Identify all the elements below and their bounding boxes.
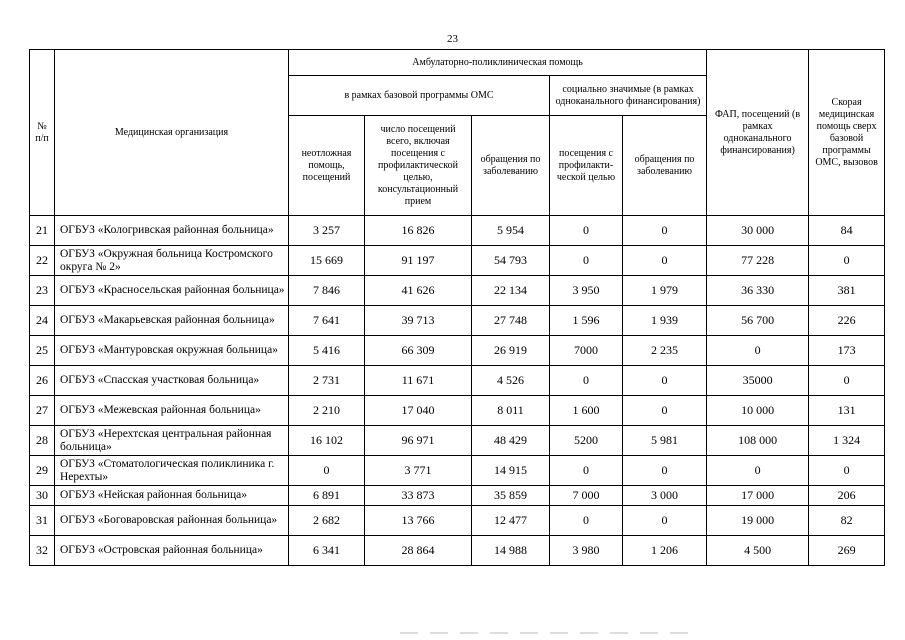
page-number: 23 (447, 33, 458, 45)
cell-visits: 28 864 (365, 536, 472, 566)
cell-urgent: 7 641 (289, 306, 365, 336)
cell-num: 21 (30, 216, 55, 246)
table-row (30, 536, 885, 566)
cell-visits: 91 197 (365, 246, 472, 276)
cell-num: 26 (30, 366, 55, 396)
cell-social-appeals: 0 (623, 506, 707, 536)
cell-num: 22 (30, 246, 55, 276)
cell-visits: 3 771 (365, 456, 472, 486)
cell-visits: 96 971 (365, 426, 472, 456)
cell-num: 25 (30, 336, 55, 366)
cell-num: 27 (30, 396, 55, 426)
cell-appeals: 12 477 (472, 506, 550, 536)
cell-num: 24 (30, 306, 55, 336)
cell-ambulance: 84 (809, 216, 885, 246)
table-row (30, 276, 885, 306)
cell-social-visits: 0 (550, 366, 623, 396)
cell-appeals: 48 429 (472, 426, 550, 456)
cell-fap: 36 330 (707, 276, 809, 306)
cell-num: 31 (30, 506, 55, 536)
cell-social-appeals: 0 (623, 456, 707, 486)
cell-ambulance: 0 (809, 456, 885, 486)
header-urgent: неотложная помощь, посещений (289, 116, 365, 216)
cell-urgent: 2 682 (289, 506, 365, 536)
header-org: Медицинская организация (55, 50, 289, 216)
cell-urgent: 2 731 (289, 366, 365, 396)
cell-social-appeals: 2 235 (623, 336, 707, 366)
cell-urgent: 5 416 (289, 336, 365, 366)
cell-visits: 16 826 (365, 216, 472, 246)
cell-visits: 39 713 (365, 306, 472, 336)
cell-fap: 4 500 (707, 536, 809, 566)
cell-urgent: 15 669 (289, 246, 365, 276)
header-num: № п/п (30, 50, 55, 216)
header-social-visits: посещения с профилакти-ческой целью (550, 116, 623, 216)
cell-org: ОГБУЗ «Стоматологическая поликлиника г. Нерехты» (55, 456, 289, 486)
cell-social-appeals: 0 (623, 216, 707, 246)
table-row (30, 306, 885, 336)
cell-social-visits: 3 950 (550, 276, 623, 306)
cell-ambulance: 1 324 (809, 426, 885, 456)
cell-fap: 17 000 (707, 486, 809, 506)
cell-social-appeals: 3 000 (623, 486, 707, 506)
cell-visits: 13 766 (365, 506, 472, 536)
table-row (30, 366, 885, 396)
cell-social-visits: 0 (550, 506, 623, 536)
cell-fap: 0 (707, 336, 809, 366)
header-appeals: обращения по заболеванию (472, 116, 550, 216)
cell-appeals: 14 915 (472, 456, 550, 486)
statistics-table (29, 49, 885, 566)
cell-urgent: 3 257 (289, 216, 365, 246)
cell-org: ОГБУЗ «Окружная больница Костромского округа № 2» (55, 246, 289, 276)
cell-ambulance: 131 (809, 396, 885, 426)
table-body (30, 216, 885, 566)
cell-social-visits: 0 (550, 456, 623, 486)
cell-num: 28 (30, 426, 55, 456)
cell-visits: 33 873 (365, 486, 472, 506)
cell-urgent: 6 891 (289, 486, 365, 506)
table-row (30, 506, 885, 536)
cell-urgent: 2 210 (289, 396, 365, 426)
cell-appeals: 22 134 (472, 276, 550, 306)
cell-social-appeals: 0 (623, 396, 707, 426)
cell-fap: 108 000 (707, 426, 809, 456)
cell-ambulance: 82 (809, 506, 885, 536)
table-row (30, 456, 885, 486)
cell-appeals: 27 748 (472, 306, 550, 336)
table-row (30, 216, 885, 246)
cell-social-appeals: 0 (623, 246, 707, 276)
cell-appeals: 8 011 (472, 396, 550, 426)
cell-social-visits: 1 596 (550, 306, 623, 336)
cell-visits: 17 040 (365, 396, 472, 426)
table-row (30, 426, 885, 456)
cell-fap: 56 700 (707, 306, 809, 336)
cell-fap: 10 000 (707, 396, 809, 426)
cell-appeals: 5 954 (472, 216, 550, 246)
cell-org: ОГБУЗ «Мантуровская окружная больница» (55, 336, 289, 366)
cell-appeals: 4 526 (472, 366, 550, 396)
cell-org: ОГБУЗ «Межевская районная больница» (55, 396, 289, 426)
header-base-program: в рамках базовой программы ОМС (289, 76, 550, 116)
cell-ambulance: 269 (809, 536, 885, 566)
cell-appeals: 26 919 (472, 336, 550, 366)
cell-visits: 11 671 (365, 366, 472, 396)
table-row (30, 246, 885, 276)
cell-urgent: 0 (289, 456, 365, 486)
cell-num: 32 (30, 536, 55, 566)
cell-social-visits: 7000 (550, 336, 623, 366)
cell-ambulance: 381 (809, 276, 885, 306)
cell-social-appeals: 1 206 (623, 536, 707, 566)
cell-visits: 66 309 (365, 336, 472, 366)
cell-fap: 77 228 (707, 246, 809, 276)
header-ambulance: Скорая медицинская помощь сверх базовой программы ОМС, вызовов (809, 50, 885, 216)
cell-social-visits: 3 980 (550, 536, 623, 566)
cell-social-appeals: 1 939 (623, 306, 707, 336)
cell-org: ОГБУЗ «Красносельская районная больница» (55, 276, 289, 306)
table-row (30, 336, 885, 366)
cell-fap: 35000 (707, 366, 809, 396)
cell-appeals: 54 793 (472, 246, 550, 276)
header-social: социально значимые (в рамках одноканального финансирования) (550, 76, 707, 116)
cell-ambulance: 0 (809, 246, 885, 276)
cell-social-visits: 5200 (550, 426, 623, 456)
cell-social-appeals: 5 981 (623, 426, 707, 456)
cell-appeals: 35 859 (472, 486, 550, 506)
cell-fap: 19 000 (707, 506, 809, 536)
header-fap: ФАП, посещений (в рамках одноканального финансирования) (707, 50, 809, 216)
table-row (30, 486, 885, 506)
cell-social-visits: 7 000 (550, 486, 623, 506)
cell-fap: 0 (707, 456, 809, 486)
cell-ambulance: 206 (809, 486, 885, 506)
cell-org: ОГБУЗ «Спасская участковая больница» (55, 366, 289, 396)
cell-num: 30 (30, 486, 55, 506)
header-social-appeals: обращения по заболеванию (623, 116, 707, 216)
cell-appeals: 14 988 (472, 536, 550, 566)
cell-social-appeals: 1 979 (623, 276, 707, 306)
table-row (30, 396, 885, 426)
cell-urgent: 7 846 (289, 276, 365, 306)
cell-num: 29 (30, 456, 55, 486)
cell-org: ОГБУЗ «Нерехтская центральная районная больница» (55, 426, 289, 456)
cell-org: ОГБУЗ «Нейская районная больница» (55, 486, 289, 506)
cell-visits: 41 626 (365, 276, 472, 306)
cell-ambulance: 226 (809, 306, 885, 336)
cell-social-appeals: 0 (623, 366, 707, 396)
cell-fap: 30 000 (707, 216, 809, 246)
cell-org: ОГБУЗ «Островская районная больница» (55, 536, 289, 566)
cell-ambulance: 0 (809, 366, 885, 396)
cell-urgent: 6 341 (289, 536, 365, 566)
cell-ambulance: 173 (809, 336, 885, 366)
cell-org: ОГБУЗ «Боговаровская районная больница» (55, 506, 289, 536)
scan-artifact (400, 632, 700, 634)
cell-social-visits: 0 (550, 246, 623, 276)
cell-urgent: 16 102 (289, 426, 365, 456)
cell-org: ОГБУЗ «Кологривская районная больница» (55, 216, 289, 246)
cell-social-visits: 0 (550, 216, 623, 246)
header-ambulatory: Амбулаторно-поликлиническая помощь (289, 50, 707, 76)
cell-social-visits: 1 600 (550, 396, 623, 426)
cell-org: ОГБУЗ «Макарьевская районная больница» (55, 306, 289, 336)
cell-num: 23 (30, 276, 55, 306)
header-visits-total: число посещений всего, включая посещения с профилактической целью, консультационный прием (365, 116, 472, 216)
